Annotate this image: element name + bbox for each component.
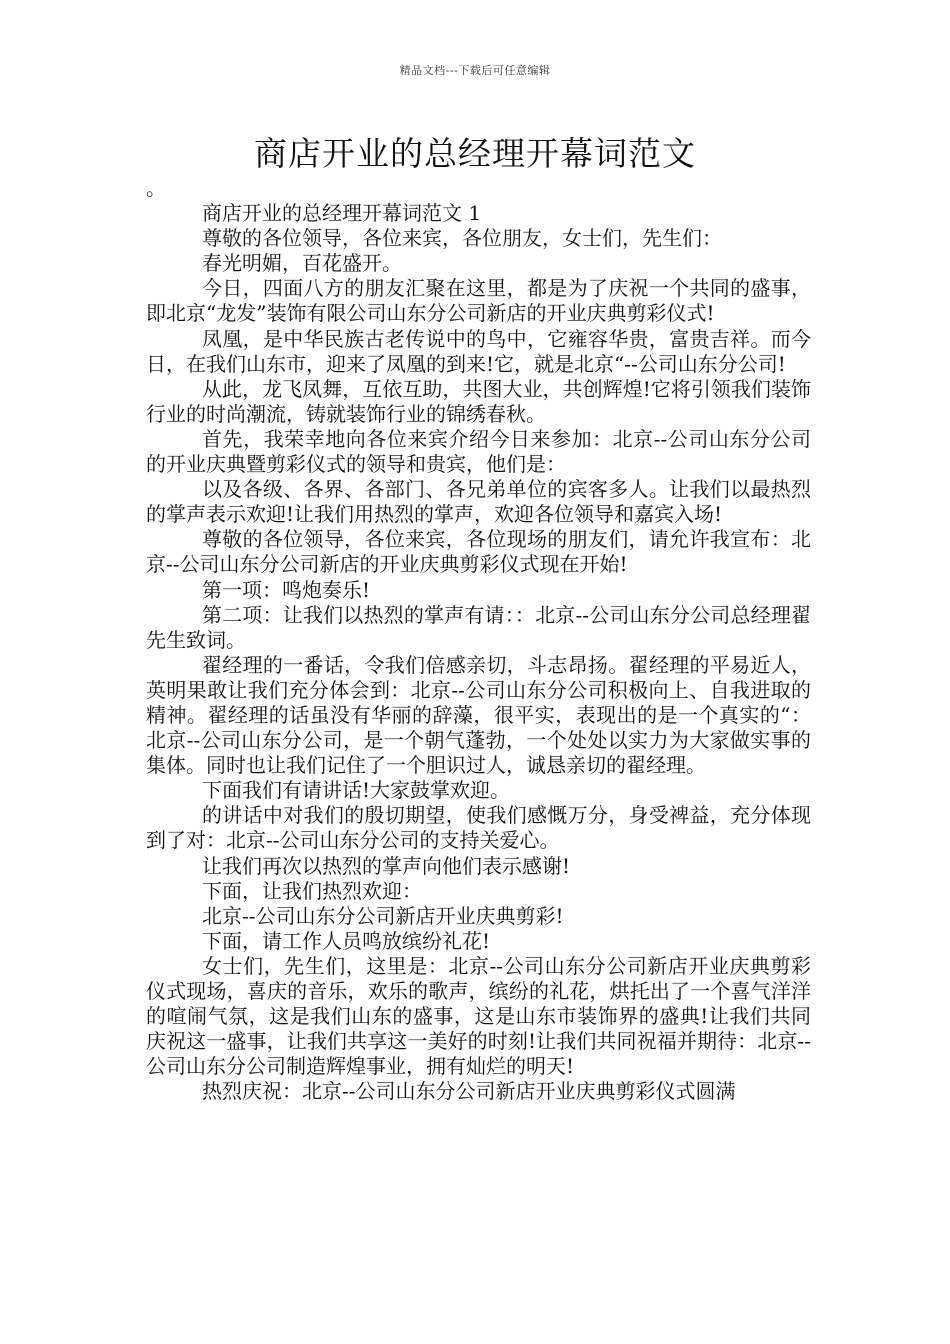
document-title: 商店开业的总经理开幕词范文 [254,134,696,173]
paragraph: 第二项：让我们以热烈的掌声有请：：北京--公司山东分公司总经理翟先生致词。 [146,602,811,652]
page-header-note: 精品文档---下载后可任意编辑 [399,64,551,77]
paragraph: 凤凰，是中华民族古老传说中的鸟中，它雍容华贵，富贵吉祥。而今日，在我们山东市，迎来了凤凰的到来!它，就是北京“--公司山东分公司! [146,326,811,376]
paragraph: 商店开业的总经理开幕词范文 1 [202,201,482,226]
paragraph: 下面，让我们热烈欢迎： [202,878,422,903]
paragraph: 让我们再次以热烈的掌声向他们表示感谢! [202,853,571,878]
paragraph: 女士们，先生们，这里是：北京--公司山东分公司新店开业庆典剪彩仪式现场，喜庆的音乐，欢乐的歌声，缤纷的礼花，烘托出了一个喜气洋洋的喧闹气氛，这是我们山东的盛事，这是山东市装饰界的盛典!让我们共同庆祝这一盛事，让我们共享这一美好的时刻!让我们共同祝福并期待：北京--公司山东分公司制造辉煌事业，拥有灿烂的明天! [146,953,811,1079]
paragraph: 春光明媚，百花盛开。 [202,251,402,276]
paragraph: 的讲话中对我们的殷切期望，使我们感慨万分，身受裨益，充分体现到了对：北京--公司山东分公司的支持关爱心。 [146,803,811,853]
paragraph: 第一项：鸣炮奏乐! [202,577,371,602]
paragraph: 今日，四面八方的朋友汇聚在这里，都是为了庆祝一个共同的盛事，即北京“龙发”装饰有限公司山东分公司新店的开业庆典剪彩仪式! [146,276,811,326]
paragraph: 以及各级、各界、各部门、各兄弟单位的宾客多人。让我们以最热烈的掌声表示欢迎!让我们用热烈的掌声，欢迎各位领导和嘉宾入场! [146,477,811,527]
paragraph: 翟经理的一番话，令我们倍感亲切，斗志昂扬。翟经理的平易近人，英明果敢让我们充分体会到：北京--公司山东分公司积极向上、自我进取的精神。翟经理的话虽没有华丽的辞藻，很平实，表现出的是一个真实的“：北京--公司山东分公司，是一个朝气蓬勃，一个处处以实力为大家做实事的集体。同时也让我们记住了一个胆识过人，诚恳亲切的翟经理。 [146,652,811,778]
paragraph: 下面我们有请讲话!大家鼓掌欢迎。 [202,778,511,803]
lead-mark: 。 [146,176,166,200]
paragraph: 尊敬的各位领导，各位来宾，各位朋友，女士们，先生们： [202,226,722,251]
document-body [146,176,811,1104]
paragraph: 下面，请工作人员鸣放缤纷礼花! [202,928,491,953]
paragraph: 北京--公司山东分公司新店开业庆典剪彩! [202,903,564,928]
paragraph: 尊敬的各位领导，各位来宾，各位现场的朋友们，请允许我宣布：北京--公司山东分公司新店的开业庆典剪彩仪式现在开始! [146,527,811,577]
paragraph: 从此，龙飞凤舞，互依互助，共图大业，共创辉煌!它将引领我们装饰行业的时尚潮流，铸就装饰行业的锦绣春秋。 [146,376,811,426]
paragraph: 首先，我荣幸地向各位来宾介绍今日来参加：北京--公司山东分公司的开业庆典暨剪彩仪式的领导和贵宾，他们是： [146,426,811,477]
paragraph: 热烈庆祝：北京--公司山东分公司新店开业庆典剪彩仪式圆满 [202,1079,736,1104]
